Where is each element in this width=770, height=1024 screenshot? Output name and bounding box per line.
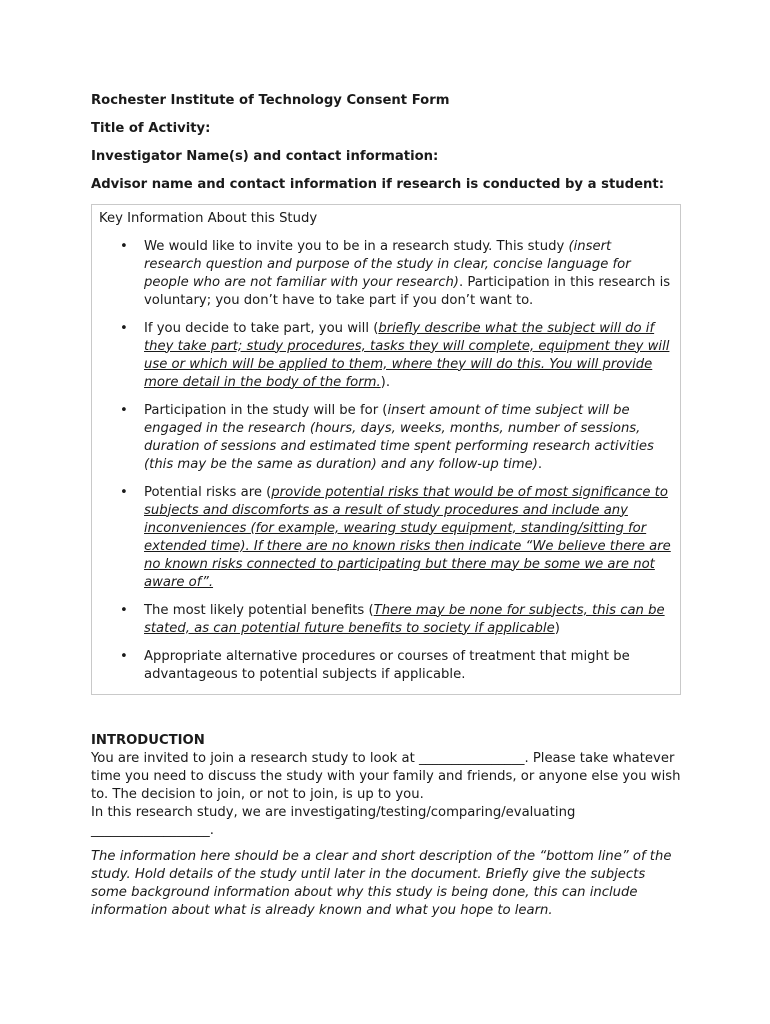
bullet-icon: • (120, 238, 128, 254)
key-information-item (92, 648, 680, 684)
item-text-segment: The most likely potential benefits ( (144, 602, 374, 618)
item-text-segment: (insert research question and purpose of the study in clear, concise language for people who are not familiar with your research) (144, 238, 631, 290)
investigator-label: Investigator Name(s) and contact information: (91, 149, 439, 164)
bullet-icon: • (120, 602, 128, 618)
item-text-segment: insert amount of time subject will be engaged in the research (hours, days, weeks, months, number of sessions, duration of sessions and estimated time spent performing research activities (this may be the same as duration) and any follow-up time) (144, 402, 654, 472)
item-text-segment: There may be none for subjects, this can be stated, as can potential future benefits to society if applicable (144, 602, 665, 636)
introduction-paragraph-1: You are invited to join a research study to look at ________________. Please take whatever time you need to discuss the study with your family and friends, or anyone else you wish to. The decision to join, or not to join, is up to you. (91, 750, 681, 802)
key-information-title: Key Information About this Study (99, 210, 318, 226)
item-text-segment: . (537, 456, 543, 472)
item-text-segment: Appropriate alternative procedures or courses of treatment that might be advantageous to potential subjects if applicable. (144, 648, 630, 682)
key-information-item (92, 484, 680, 592)
introduction-heading: INTRODUCTION (91, 732, 205, 748)
item-text-segment: provide potential risks that would be of most significance to subjects and discomforts as a result of study procedures and include any inconveniences (for example, wearing study equipment, standing/sitting for extended time). If there are no known risks then indicate “We believe there are no known risks connected to participating but there may be some we are not aware of”. (144, 484, 671, 590)
key-information-item (92, 402, 680, 474)
bullet-icon: • (120, 320, 128, 336)
consent-form-page (91, 92, 681, 920)
form-title: Rochester Institute of Technology Consent Form (91, 93, 450, 108)
item-text-segment: Participation in the study will be for ( (144, 402, 388, 418)
bullet-icon: • (120, 402, 128, 418)
key-information-list (92, 238, 680, 684)
item-text-segment: . Participation in this research is voluntary; you don’t have to take part if you don’t want to. (144, 274, 671, 308)
key-information-item (92, 320, 680, 392)
key-information-item (92, 602, 680, 638)
key-information-box (91, 204, 681, 695)
bullet-icon: • (120, 648, 128, 664)
bullet-icon: • (120, 484, 128, 500)
item-text-segment: We would like to invite you to be in a research study. This study (144, 238, 569, 254)
item-text-segment: Potential risks are ( (144, 484, 272, 500)
advisor-label: Advisor name and contact information if research is conducted by a student: (91, 177, 664, 192)
item-text-segment: ). (380, 374, 391, 390)
item-text-segment: ) (554, 620, 560, 636)
key-information-item (92, 238, 680, 310)
item-text-segment: If you decide to take part, you will ( (144, 320, 379, 336)
introduction-section (91, 732, 681, 920)
introduction-paragraph-2: In this research study, we are investigating/testing/comparing/evaluating __________________. (91, 804, 576, 838)
introduction-instruction-note: The information here should be a clear and short description of the “bottom line” of the study. Hold details of the study until later in the document. Briefly give the subjects some background information about why this study is being done, this can include information about what is already known and what you hope to learn. (91, 848, 672, 918)
item-text-segment: briefly describe what the subject will do if they take part; study procedures, tasks they will complete, equipment they will use or which will be applied to them, where they will do this. You will provide more detail in the body of the form. (144, 320, 670, 390)
title-of-activity-label: Title of Activity: (91, 121, 211, 136)
